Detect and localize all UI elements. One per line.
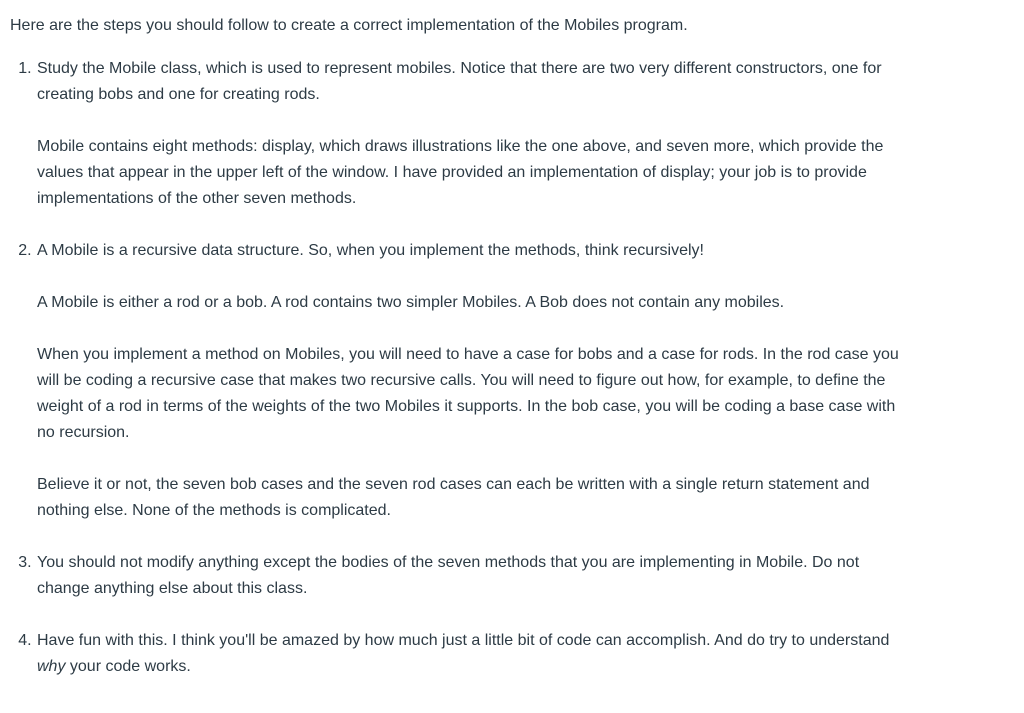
step-4-emphasis: why [37,658,66,675]
step-2-paragraph-4: Believe it or not, the seven bob cases and the seven rod cases can each be written with a single return statement and nothing else. None of the methods is complicated. [37,476,870,519]
step-4-paragraph-1 [37,628,916,680]
step-1 [36,56,916,212]
step-3-paragraph-1: 3. You should not modify anything except the bodies of the seven methods that you are implementing in Mobile. Do not change anything else about this class. [37,554,860,597]
step-1-paragraph-2: Mobile contains eight methods: display, which draws illustrations like the one above, and seven more, which provide the values that appear in the upper left of the window. I have provided an implementation of display; your job is to provide implementations of the other seven methods. [37,138,884,207]
step-4 [36,628,916,680]
step-2-paragraph-2: A Mobile is either a rod or a bob. A rod contains two simpler Mobiles. A Bob does not contain any mobiles. [37,294,785,311]
steps-list [10,56,916,680]
step-2-paragraph-3: When you implement a method on Mobiles, you will need to have a case for bobs and a case for rods. In the rod case you will be coding a recursive case that makes two recursive calls. You will need to figure out how, for example, to define the weight of a rod in terms of the weights of the two Mobiles it supports. In the bob case, you will be coding a base case with no recursion. [37,346,899,441]
intro-text: Here are the steps you should follow to create a correct implementation of the Mobiles program. [10,17,688,34]
step-2 [36,238,916,524]
step-4-text-before: Have fun with this. I think you'll be amazed by how much just a little bit of code can accomplish. And do try to understand [37,632,890,649]
step-3 [36,550,916,602]
step-4-text-after: your code works. [65,658,191,675]
step-1-paragraph-1: 1. Study the Mobile class, which is used to represent mobiles. Notice that there are two very different constructors, one for creating bobs and one for creating rods. [37,60,882,103]
step-2-paragraph-1: 2. A Mobile is a recursive data structure. So, when you implement the methods, think recursively! [37,242,704,259]
